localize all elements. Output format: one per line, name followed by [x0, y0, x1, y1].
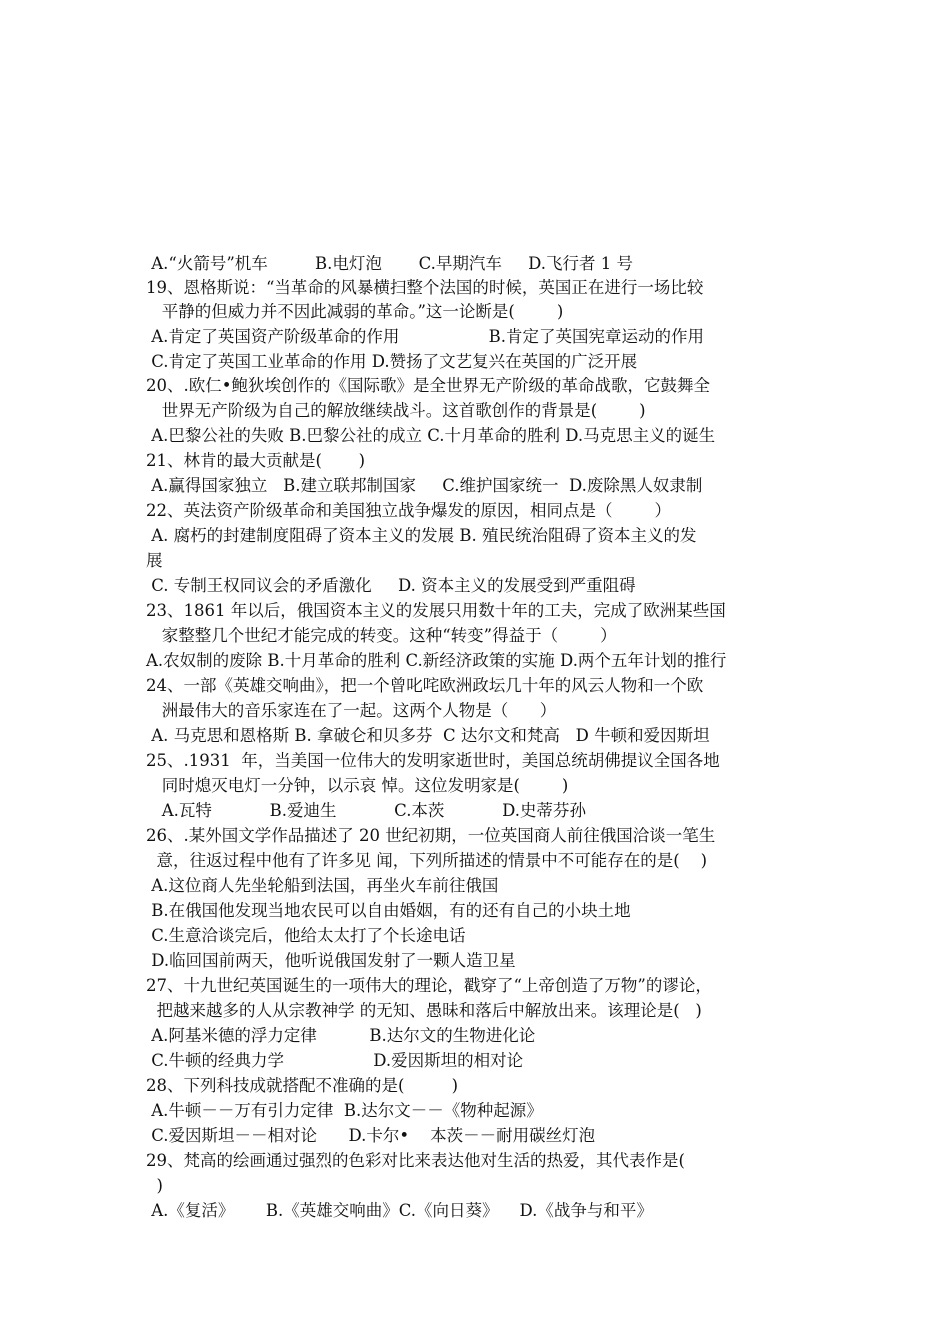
question-25: 25、.1931 年，当美国一位伟大的发明家逝世时，美国总统胡佛提议全国各地 [146, 751, 720, 770]
option-line: A.农奴制的废除 B.十月革命的胜利 C.新经济政策的实施 D.两个五年计划的推行 [146, 651, 727, 670]
option-line: A.阿基米德的浮力定律 B.达尔文的生物进化论 [146, 1026, 536, 1045]
question-27-cont: 把越来越多的人从宗教神学 的无知、愚昧和落后中解放出来。该理论是( ) [146, 1001, 702, 1020]
option-line: C. 专制王权同议会的矛盾激化 D. 资本主义的发展受到严重阻碍 [146, 576, 636, 595]
question-25-cont: 同时熄灭电灯一分钟，以示哀 悼。这位发明家是( ) [146, 776, 569, 795]
question-26: 26、.某外国文学作品描述了 20 世纪初期，一位英国商人前往俄国洽谈一笔生 [146, 826, 716, 845]
option-line: A.《复活》 B.《英雄交响曲》C.《向日葵》 D.《战争与和平》 [146, 1201, 653, 1220]
option-line: D.临回国前两天，他听说俄国发射了一颗人造卫星 [146, 951, 516, 970]
question-24: 24、一部《英雄交响曲》，把一个曾叱咤欧洲政坛几十年的风云人物和一个欧 [146, 676, 704, 695]
option-line: A.赢得国家独立 B.建立联邦制国家 C.维护国家统一 D.废除黑人奴隶制 [146, 476, 703, 495]
option-line: B.在俄国他发现当地农民可以自由婚姻，有的还有自己的小块土地 [146, 901, 631, 920]
option-line-cont: 展 [146, 551, 163, 570]
option-line: A.牛顿－－万有引力定律 B.达尔文－－《物种起源》 [146, 1101, 543, 1120]
question-24-cont: 洲最伟大的音乐家连在了一起。这两个人物是（ ） [146, 701, 557, 720]
question-20-cont: 世界无产阶级为自己的解放继续战斗。这首歌创作的背景是( ) [146, 401, 646, 420]
option-line: C.肯定了英国工业革命的作用 D.赞扬了文艺复兴在英国的广泛开展 [146, 352, 638, 371]
option-line: C.爱因斯坦－－相对论 D.卡尔• 本茨－－耐用碳丝灯泡 [146, 1126, 596, 1145]
option-line: A. 腐朽的封建制度阻碍了资本主义的发展 B. 殖民统治阻碍了资本主义的发 [146, 526, 697, 545]
question-29: 29、梵高的绘画通过强烈的色彩对比来表达他对生活的热爱，其代表作是( [146, 1151, 685, 1170]
option-line: C.生意洽谈完后，他给太太打了个长途电话 [146, 926, 466, 945]
option-line: A.瓦特 B.爱迪生 C.本茨 D.史蒂芬孙 [146, 801, 587, 820]
question-19-cont: 平静的但威力并不因此减弱的革命。”这一论断是( ) [146, 302, 564, 321]
question-19: 19、恩格斯说：“当革命的风暴横扫整个法国的时候，英国正在进行一场比较 [146, 278, 704, 297]
question-23-cont: 家整整几个世纪才能完成的转变。这种“转变”得益于（ ） [146, 626, 617, 645]
option-line: A.这位商人先坐轮船到法国，再坐火车前往俄国 [146, 876, 499, 895]
option-line: C.牛顿的经典力学 D.爱因斯坦的相对论 [146, 1051, 524, 1070]
option-line: A.肯定了英国资产阶级革命的作用 B.肯定了英国宪章运动的作用 [146, 327, 704, 346]
option-line: A.“火箭号”机车 B.电灯泡 C.早期汽车 D.飞行者 1 号 [146, 254, 633, 273]
question-23: 23、1861 年以后，俄国资本主义的发展只用数十年的工夫，完成了欧洲某些国 [146, 601, 726, 620]
question-22: 22、英法资产阶级革命和美国独立战争爆发的原因，相同点是（ ） [146, 501, 671, 520]
option-line: A.巴黎公社的失败 B.巴黎公社的成立 C.十月革命的胜利 D.马克思主义的诞生 [146, 426, 716, 445]
question-26-cont: 意，往返过程中他有了许多见 闻，下列所描述的情景中不可能存在的是( ) [146, 851, 708, 870]
question-28: 28、下列科技成就搭配不准确的是( ) [146, 1076, 459, 1095]
question-27: 27、十九世纪英国诞生的一项伟大的理论，戳穿了“上帝创造了万物”的谬论， [146, 976, 712, 995]
question-20: 20、.欧仁•鲍狄埃创作的《国际歌》是全世界无产阶级的革命战歌，它鼓舞全 [146, 376, 710, 395]
question-21: 21、林肯的最大贡献是( ) [146, 451, 366, 470]
question-29-cont: ) [146, 1176, 163, 1195]
option-line: A. 马克思和恩格斯 B. 拿破仑和贝多芬 C 达尔文和梵高 D 牛顿和爱因斯坦 [146, 726, 710, 745]
